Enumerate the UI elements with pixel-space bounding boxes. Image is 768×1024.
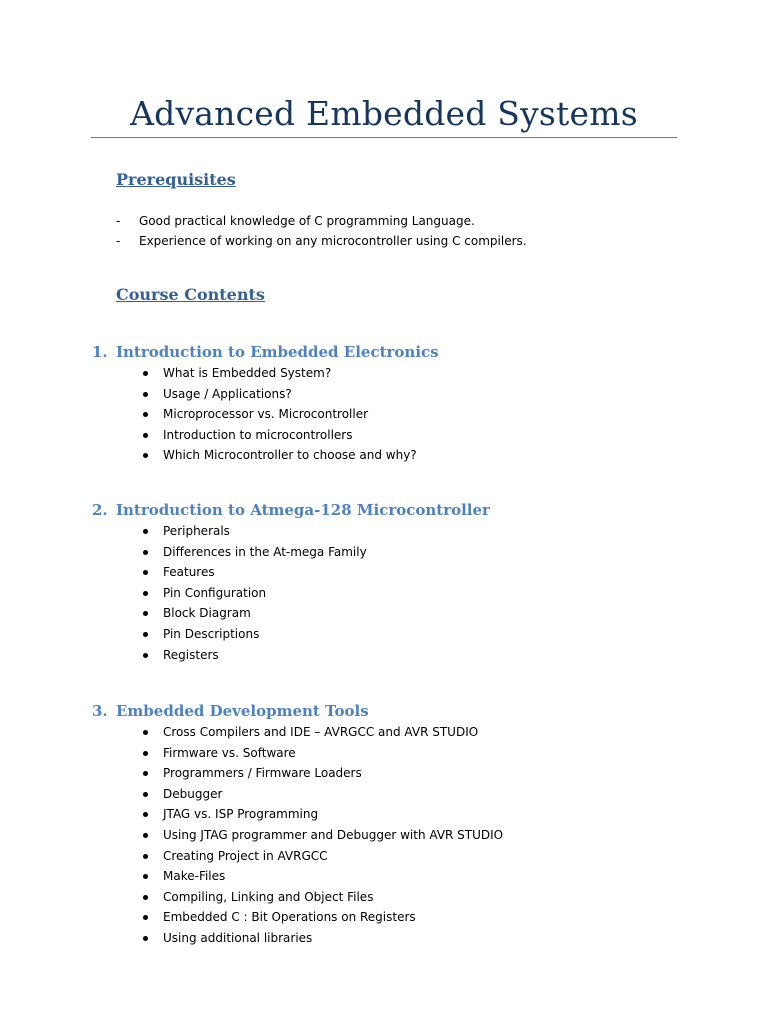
bullet-icon <box>143 653 148 658</box>
topic-item: Using additional libraries <box>92 928 692 949</box>
bullet-icon <box>143 792 148 797</box>
topic-item: Pin Descriptions <box>92 624 692 645</box>
bullet-icon <box>143 550 148 555</box>
prerequisites-heading: Prerequisites <box>116 170 236 189</box>
section-heading: 2. Introduction to Atmega-128 Microcontroller <box>92 501 490 519</box>
bullet-icon <box>143 936 148 941</box>
section-heading: 3. Embedded Development Tools <box>92 702 369 720</box>
prerequisite-item: - Good practical knowledge of C programming Language. <box>116 214 475 228</box>
topic-item: JTAG vs. ISP Programming <box>92 804 692 825</box>
topic-item: Cross Compilers and IDE – AVRGCC and AVR STUDIO <box>92 722 692 743</box>
topic-item: Debugger <box>92 784 692 805</box>
section-development-tools <box>92 700 692 949</box>
topic-item: Introduction to microcontrollers <box>92 425 692 446</box>
topic-item: Programmers / Firmware Loaders <box>92 763 692 784</box>
bullet-icon <box>143 895 148 900</box>
bullet-icon <box>143 632 148 637</box>
course-contents-heading: Course Contents <box>116 285 265 304</box>
topic-item: Firmware vs. Software <box>92 743 692 764</box>
section-topic-list <box>92 521 692 665</box>
bullet-icon <box>143 854 148 859</box>
bullet-icon <box>143 392 148 397</box>
topic-item: Creating Project in AVRGCC <box>92 846 692 867</box>
prerequisite-item: - Experience of working on any microcontroller using C compilers. <box>116 233 527 248</box>
topic-item: What is Embedded System? <box>92 363 692 384</box>
prerequisites-list <box>116 212 527 251</box>
topic-item: Differences in the At-mega Family <box>92 542 692 563</box>
bullet-icon <box>143 453 148 458</box>
topic-item: Which Microcontroller to choose and why? <box>92 445 692 466</box>
section-embedded-electronics <box>92 341 692 466</box>
bullet-icon <box>143 371 148 376</box>
topic-item: Pin Configuration <box>92 583 692 604</box>
topic-item: Embedded C : Bit Operations on Registers <box>92 907 692 928</box>
section-heading: 1. Introduction to Embedded Electronics <box>92 343 439 361</box>
document-title: Advanced Embedded Systems <box>130 94 638 133</box>
topic-item: Block Diagram <box>92 603 692 624</box>
topic-item: Make-Files <box>92 866 692 887</box>
bullet-icon <box>143 433 148 438</box>
section-atmega-128 <box>92 499 692 665</box>
bullet-icon <box>143 874 148 879</box>
bullet-icon <box>143 812 148 817</box>
bullet-icon <box>143 771 148 776</box>
topic-item: Registers <box>92 645 692 666</box>
bullet-icon <box>143 730 148 735</box>
topic-item: Features <box>92 562 692 583</box>
section-topic-list <box>92 722 692 949</box>
topic-item: Compiling, Linking and Object Files <box>92 887 692 908</box>
bullet-icon <box>143 529 148 534</box>
bullet-icon <box>143 751 148 756</box>
topic-item: Microprocessor vs. Microcontroller <box>92 404 692 425</box>
topic-item: Using JTAG programmer and Debugger with AVR STUDIO <box>92 825 692 846</box>
title-divider <box>91 137 677 138</box>
bullet-icon <box>143 915 148 920</box>
bullet-icon <box>143 591 148 596</box>
bullet-icon <box>143 611 148 616</box>
bullet-icon <box>143 570 148 575</box>
bullet-icon <box>143 833 148 838</box>
topic-item: Usage / Applications? <box>92 384 692 405</box>
bullet-icon <box>143 412 148 417</box>
section-topic-list <box>92 363 692 466</box>
topic-item: Peripherals <box>92 521 692 542</box>
